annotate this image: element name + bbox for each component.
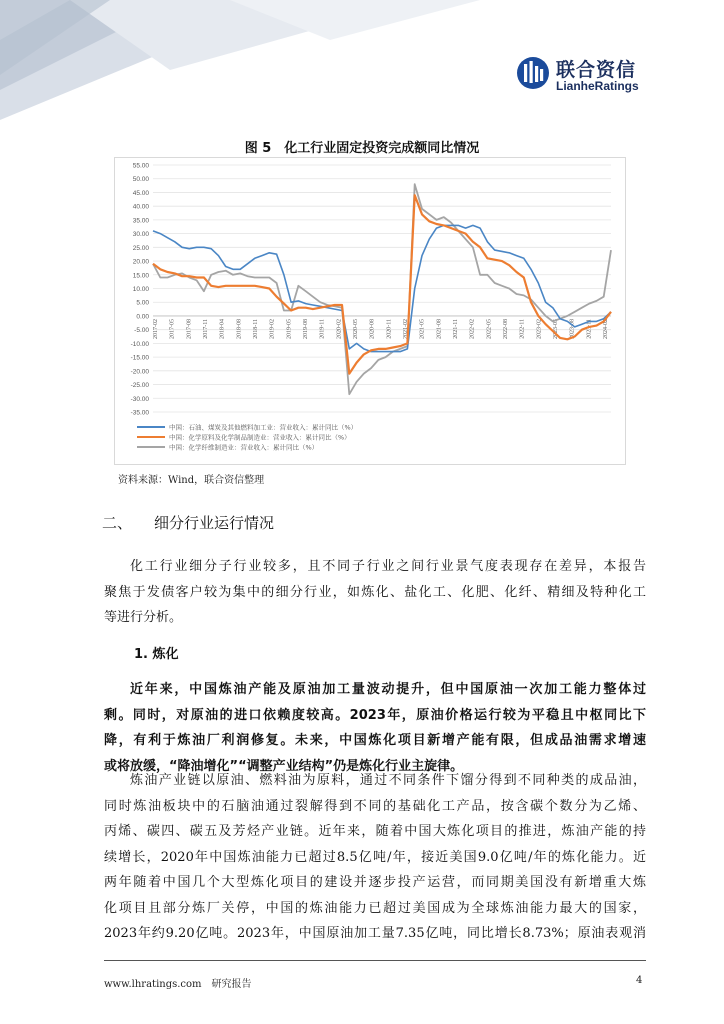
x-tick-label: 2022-05 bbox=[486, 318, 493, 339]
x-tick-label: 2020-11 bbox=[386, 318, 393, 339]
x-tick-label: 2018-11 bbox=[253, 318, 259, 339]
y-tick-label: -25.00 bbox=[130, 382, 149, 390]
paragraph-line: 聚焦于发债客户较为集中的细分行业，如炼化、盐化工、化肥、化纤、精细及特种化工 bbox=[104, 584, 646, 600]
x-tick-label: 2017-02 bbox=[153, 318, 159, 339]
y-tick-label: 5.00 bbox=[136, 299, 149, 307]
logo-english-name: LianheRatings bbox=[556, 79, 639, 93]
paragraph-summary bbox=[104, 677, 646, 779]
x-tick-label: 2017-05 bbox=[169, 318, 176, 339]
paragraph-line: 剩。同时，对原油的进口依赖度较高。2023年，原油价格运行较为平稳且中枢同比下 bbox=[104, 707, 646, 723]
x-tick-label: 2018-04 bbox=[219, 318, 226, 339]
y-tick-label: -15.00 bbox=[130, 354, 149, 362]
x-tick-label: 2023-02 bbox=[536, 318, 543, 339]
section-title: 细分行业运行情况 bbox=[154, 514, 275, 532]
x-tick-label: 2021-02 bbox=[403, 318, 409, 339]
paragraph-line: 降，有利于炼油厂利润修复。未来，中国炼化项目新增产能有限，但成品油需求增速 bbox=[104, 733, 646, 748]
x-tick-label: 2019-11 bbox=[319, 318, 326, 339]
paragraph-line: 炼油产业链以原油、燃料油为原料，通过不同条件下馏分得到不同种类的成品油， bbox=[130, 773, 646, 788]
x-tick-label: 2017-08 bbox=[186, 318, 193, 339]
y-tick-label: 0.00 bbox=[136, 313, 149, 321]
footer-url[interactable]: www.lhratings.com bbox=[104, 979, 202, 990]
x-tick-label: 2019-05 bbox=[286, 318, 293, 339]
page-number: 4 bbox=[636, 975, 643, 986]
legend-label: 中国：化学原料及化学制品制造业：营业收入：累计同比（%） bbox=[169, 433, 351, 442]
x-tick-label: 2020-08 bbox=[369, 318, 376, 339]
series-line bbox=[153, 195, 611, 373]
company-logo bbox=[516, 56, 646, 96]
x-tick-label: 2022-02 bbox=[469, 318, 476, 339]
legend-label: 中国：化学纤维制造业：营业收入：累计同比（%） bbox=[169, 443, 319, 452]
x-tick-label: 2021-05 bbox=[419, 318, 426, 339]
paragraph-line: 续增长，2020年中国炼油能力已超过8.5亿吨/年，接近美国9.0亿吨/年的炼化能力。近 bbox=[104, 849, 646, 865]
paragraph-line: 丙烯、碳四、碳五及芳烃产业链。近年来，随着中国大炼化项目的推进，炼油产能的持 bbox=[104, 824, 646, 839]
x-tick-label: 2023-11 bbox=[586, 318, 593, 339]
paragraph-line: 等进行分析。 bbox=[104, 610, 183, 625]
logo-chinese-name: 联合资信 bbox=[556, 59, 637, 81]
x-tick-label: 2017-11 bbox=[203, 318, 209, 339]
paragraph-line: 化工行业细分子行业较多，且不同子行业之间行业景气度表现存在差异，本报告 bbox=[130, 559, 646, 574]
y-tick-label: -5.00 bbox=[134, 327, 149, 335]
figure-source: 资料来源：Wind，联合资信整理 bbox=[118, 475, 265, 486]
paragraph-line: 或将放缓，“降油增化”“调整产业结构”仍是炼化行业主旋律。 bbox=[104, 758, 464, 774]
x-tick-label: 2024-02 bbox=[603, 318, 609, 339]
section-number: 二、 bbox=[102, 514, 133, 532]
y-tick-label: -30.00 bbox=[130, 395, 149, 403]
footer-divider bbox=[104, 960, 646, 961]
x-tick-label: 2021-11 bbox=[453, 318, 459, 339]
footer-label: 研究报告 bbox=[211, 979, 252, 990]
y-tick-label: 35.00 bbox=[132, 217, 149, 225]
paragraph-line: 化项目且部分炼厂关停，中国的炼油能力已超过美国成为全球炼油能力最大的国家， bbox=[104, 900, 646, 916]
x-tick-label: 2019-02 bbox=[269, 318, 276, 339]
y-tick-label: 30.00 bbox=[132, 231, 149, 239]
y-tick-label: -20.00 bbox=[130, 368, 149, 376]
y-tick-label: 20.00 bbox=[132, 258, 149, 266]
lianhe-logo-icon bbox=[516, 56, 550, 90]
line-chart bbox=[115, 158, 625, 464]
x-tick-label: 2023-08 bbox=[569, 318, 576, 339]
y-tick-label: 10.00 bbox=[132, 286, 149, 293]
y-tick-label: -10.00 bbox=[130, 340, 149, 348]
paragraph-line: 同时炼油板块中的石脑油通过裂解得到不同的基础化工产品，按含碳个数分为乙烯、 bbox=[104, 798, 646, 814]
series-line bbox=[153, 184, 611, 394]
paragraph-body bbox=[104, 768, 646, 947]
y-tick-label: -35.00 bbox=[130, 409, 149, 417]
y-tick-label: 50.00 bbox=[132, 176, 149, 184]
footer bbox=[104, 975, 252, 990]
x-tick-label: 2020-02 bbox=[336, 318, 343, 339]
paragraph-line: 2023年约9.20亿吨。2023年，中国原油加工量7.35亿吨，同比增长8.73%；原油表观消 bbox=[104, 926, 646, 941]
x-tick-label: 2022-11 bbox=[519, 318, 526, 339]
y-tick-label: 15.00 bbox=[132, 272, 149, 280]
x-tick-label: 2021-08 bbox=[436, 318, 443, 339]
paragraph-intro bbox=[104, 554, 646, 631]
x-tick-label: 2018-08 bbox=[236, 318, 243, 339]
paragraph-line: 两年随着中国几个大型炼化项目的建设并逐步投产运营，而同期美国没有新增重大炼 bbox=[104, 875, 646, 890]
y-tick-label: 45.00 bbox=[132, 189, 149, 197]
x-tick-label: 2019-08 bbox=[303, 318, 309, 339]
paragraph-line: 近年来，中国炼油产能及原油加工量波动提升，但中国原油一次加工能力整体过 bbox=[130, 682, 646, 697]
y-tick-label: 25.00 bbox=[132, 244, 149, 252]
y-tick-label: 40.00 bbox=[132, 203, 149, 211]
legend-label: 中国：石油、煤炭及其他燃料加工业：营业收入：累计同比（%） bbox=[169, 423, 358, 432]
y-tick-label: 55.00 bbox=[132, 162, 149, 170]
figure-title: 图 5 化工行业固定投资完成额同比情况 bbox=[244, 141, 480, 156]
section-heading bbox=[102, 512, 274, 533]
chart-container bbox=[114, 157, 626, 465]
x-tick-label: 2023-05 bbox=[553, 318, 559, 339]
x-tick-label: 2022-08 bbox=[503, 318, 509, 339]
subsection-heading: 1. 炼化 bbox=[134, 647, 179, 662]
x-tick-label: 2020-05 bbox=[353, 318, 359, 339]
